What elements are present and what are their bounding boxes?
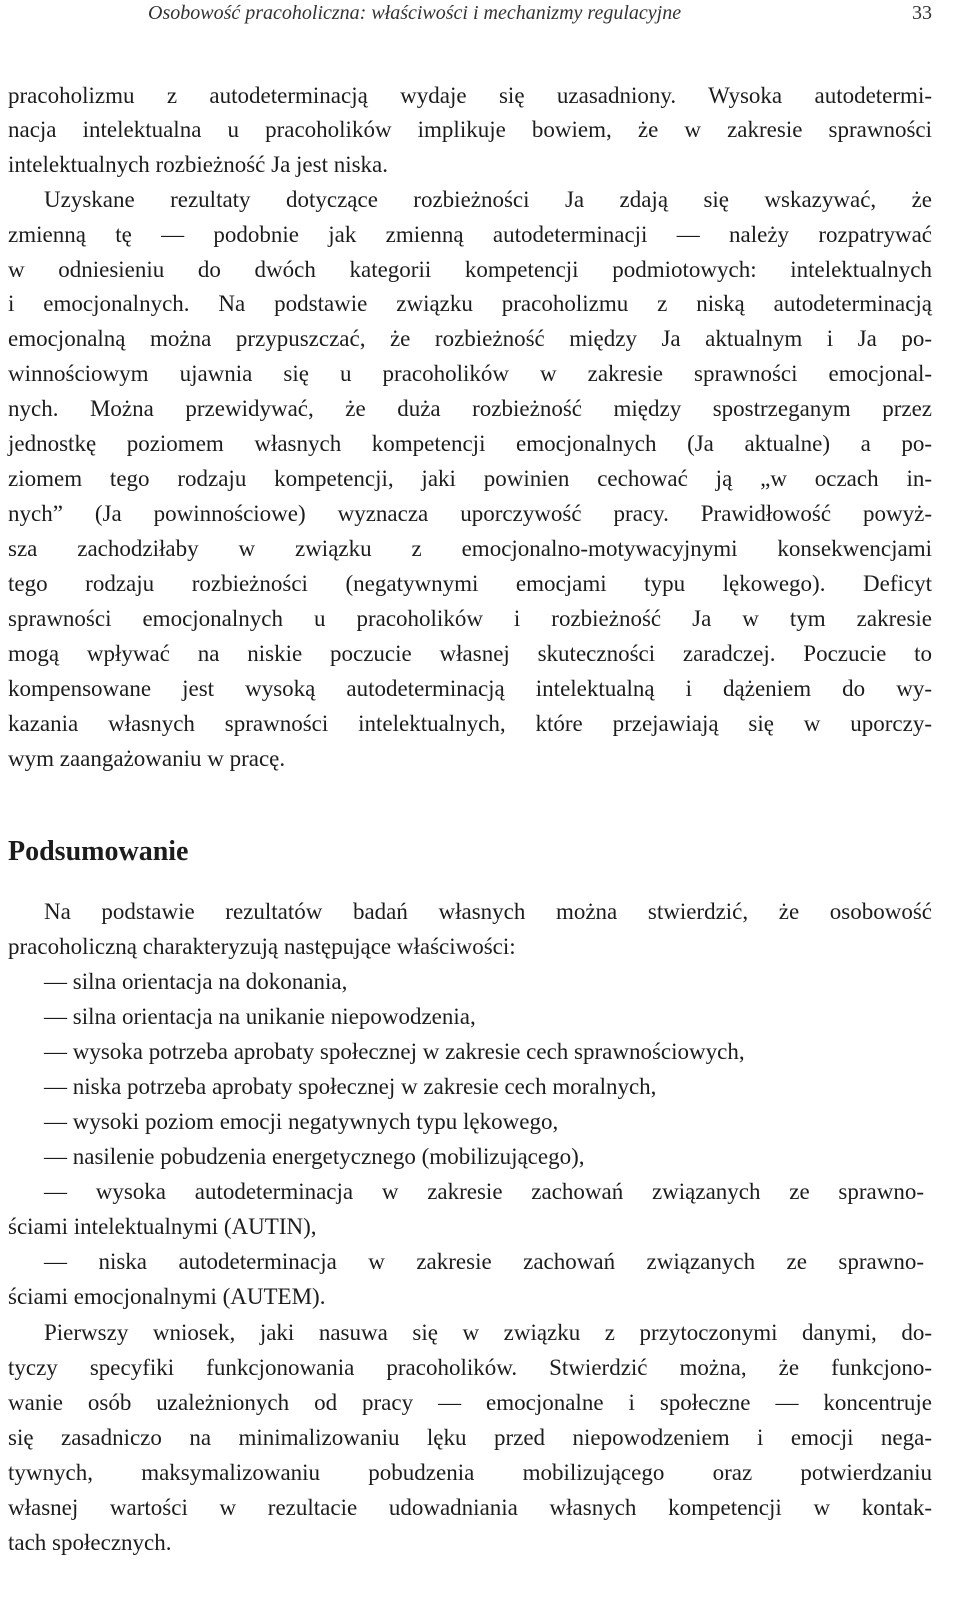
- text-line: winnościowym ujawnia się u pracoholików w zakresie sprawności emocjonal-: [8, 361, 932, 386]
- text-line: w odniesieniu do dwóch kategorii kompetencji podmiotowych: intelektualnych: [8, 257, 932, 282]
- text-line: się zasadniczo na minimalizowaniu lęku przed niepowodzeniem i emocji nega-: [8, 1425, 932, 1450]
- list-item: — wysoki poziom emocji negatywnych typu lękowego,: [44, 1109, 559, 1134]
- text-line: ziomem tego rodzaju kompetencji, jaki powinien cechować ją „w oczach in-: [8, 466, 932, 491]
- text-line: wanie osób uzależnionych od pracy — emocjonalne i społeczne — koncentruje: [8, 1390, 932, 1415]
- running-header: [0, 2, 960, 32]
- text-line: Uzyskane rezultaty dotyczące rozbieżności Ja zdają się wskazywać, że: [44, 187, 932, 212]
- text-line: emocjonalną można przypuszczać, że rozbieżność między Ja aktualnym i Ja po-: [8, 326, 932, 351]
- text-line: nych” (Ja powinnościowe) wyznacza uporczywość pracy. Prawidłowość powyż-: [8, 501, 932, 526]
- text-line: tach społecznych.: [8, 1530, 172, 1555]
- list-item: — silna orientacja na dokonania,: [44, 969, 348, 994]
- text-line: i emocjonalnych. Na podstawie związku pracoholizmu z niską autodeterminacją: [8, 291, 932, 316]
- text-line: wym zaangażowaniu w pracę.: [8, 746, 286, 771]
- text-line: sza zachodziłaby w związku z emocjonalno-motywacyjnymi konsekwencjami: [8, 536, 932, 561]
- list-item: — wysoka potrzeba aprobaty społecznej w zakresie cech sprawnościowych,: [44, 1039, 745, 1064]
- list-item-continuation: ściami intelektualnymi (AUTIN),: [8, 1214, 317, 1239]
- text-line: intelektualnych rozbieżność Ja jest niska.: [8, 152, 389, 177]
- list-item: — niska potrzeba aprobaty społecznej w zakresie cech moralnych,: [44, 1074, 657, 1099]
- text-line: sprawności emocjonalnych u pracoholików i rozbieżność Ja w tym zakresie: [8, 606, 932, 631]
- text-line: pracoholiczną charakteryzują następujące właściwości:: [8, 934, 516, 959]
- text-line: tyczy specyfiki funkcjonowania pracoholików. Stwierdzić można, że funkcjono-: [8, 1355, 932, 1380]
- list-item: — wysoka autodeterminacja w zakresie zachowań związanych ze sprawno-: [44, 1179, 924, 1204]
- page-number: 33: [912, 2, 932, 24]
- text-line: nacja intelektualna u pracoholików implikuje bowiem, że w zakresie sprawności: [8, 117, 932, 142]
- text-line: mogą wpływać na niskie poczucie własnej skuteczności zaradczej. Poczucie to: [8, 641, 932, 666]
- list-item: — niska autodeterminacja w zakresie zachowań związanych ze sprawno-: [44, 1249, 924, 1274]
- text-line: nych. Można przewidywać, że duża rozbieżność między spostrzeganym przez: [8, 396, 932, 421]
- text-line: Na podstawie rezultatów badań własnych można stwierdzić, że osobowość: [44, 899, 932, 924]
- text-line: kazania własnych sprawności intelektualnych, które przejawiają się w uporczy-: [8, 711, 932, 736]
- text-line: własnej wartości w rezultacie udowadniania własnych kompetencji w kontak-: [8, 1495, 932, 1520]
- list-item: — silna orientacja na unikanie niepowodzenia,: [44, 1004, 476, 1029]
- text-line: pracoholizmu z autodeterminacją wydaje się uzasadniony. Wysoka autodetermi-: [8, 83, 932, 108]
- section-heading: Podsumowanie: [8, 836, 189, 867]
- text-line: Pierwszy wniosek, jaki nasuwa się w związku z przytoczonymi danymi, do-: [44, 1320, 932, 1345]
- text-line: kompensowane jest wysoką autodeterminacją intelektualną i dążeniem do wy-: [8, 676, 932, 701]
- list-item: — nasilenie pobudzenia energetycznego (mobilizującego),: [44, 1144, 585, 1169]
- text-line: tywnych, maksymalizowaniu pobudzenia mobilizującego oraz potwierdzaniu: [8, 1460, 932, 1485]
- text-line: zmienną tę — podobnie jak zmienną autodeterminacji — należy rozpatrywać: [8, 222, 932, 247]
- list-item-continuation: ściami emocjonalnymi (AUTEM).: [8, 1284, 326, 1309]
- text-line: tego rodzaju rozbieżności (negatywnymi emocjami typu lękowego). Deficyt: [8, 571, 932, 596]
- running-title: Osobowość pracoholiczna: właściwości i mechanizmy regulacyjne: [148, 2, 682, 24]
- text-line: jednostkę poziomem własnych kompetencji emocjonalnych (Ja aktualne) a po-: [8, 431, 932, 456]
